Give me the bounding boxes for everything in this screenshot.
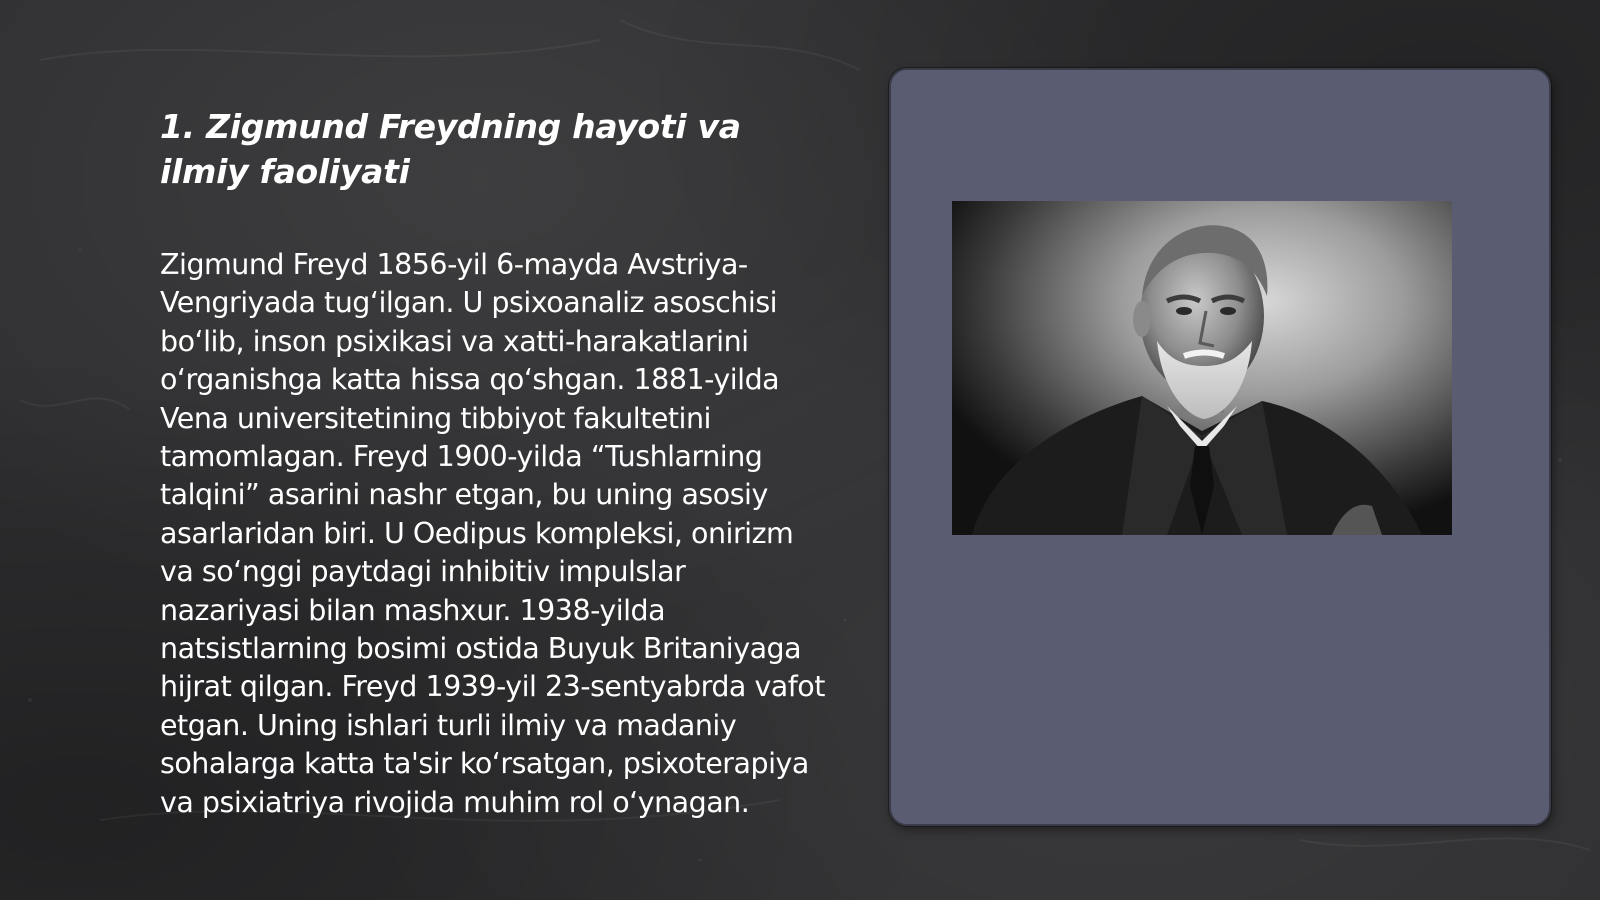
portrait-photo bbox=[952, 201, 1452, 535]
slide-title: 1. Zigmund Freydning hayoti va ilmiy faoliyati bbox=[160, 107, 741, 191]
portrait-illustration bbox=[952, 201, 1452, 535]
slide-body-text: Zigmund Freyd 1856-yil 6-mayda Avstriya-Vengriyada tug‘ilgan. U psixoanaliz asoschisi bo‘lib, inson psixikasi va xatti-harakatlarini o‘rganishga katta hissa qo‘shgan. 1881-yilda Vena universitetining tibbiyot fakultetini tamomlagan. Freyd 1900-yilda “Tushlarning talqini” asarini nashr etgan, bu uning asosiy asarlaridan biri. U Oedipus kompleksi, onirizm va so‘nggi paytdagi inhibitiv impulslar nazariyasi bilan mashxur. 1938-yilda natsistlarning bosimi ostida Buyuk Britaniyaga hijrat qilgan. Freyd 1939-yil 23-sentyabrda vafot etgan. Uning ishlari turli ilmiy va madaniy sohalarga katta ta'sir ko‘rsatgan, psixoterapiya va psixiatriya rivojida muhim rol o‘ynagan. bbox=[160, 248, 825, 819]
photo-card bbox=[889, 68, 1551, 826]
